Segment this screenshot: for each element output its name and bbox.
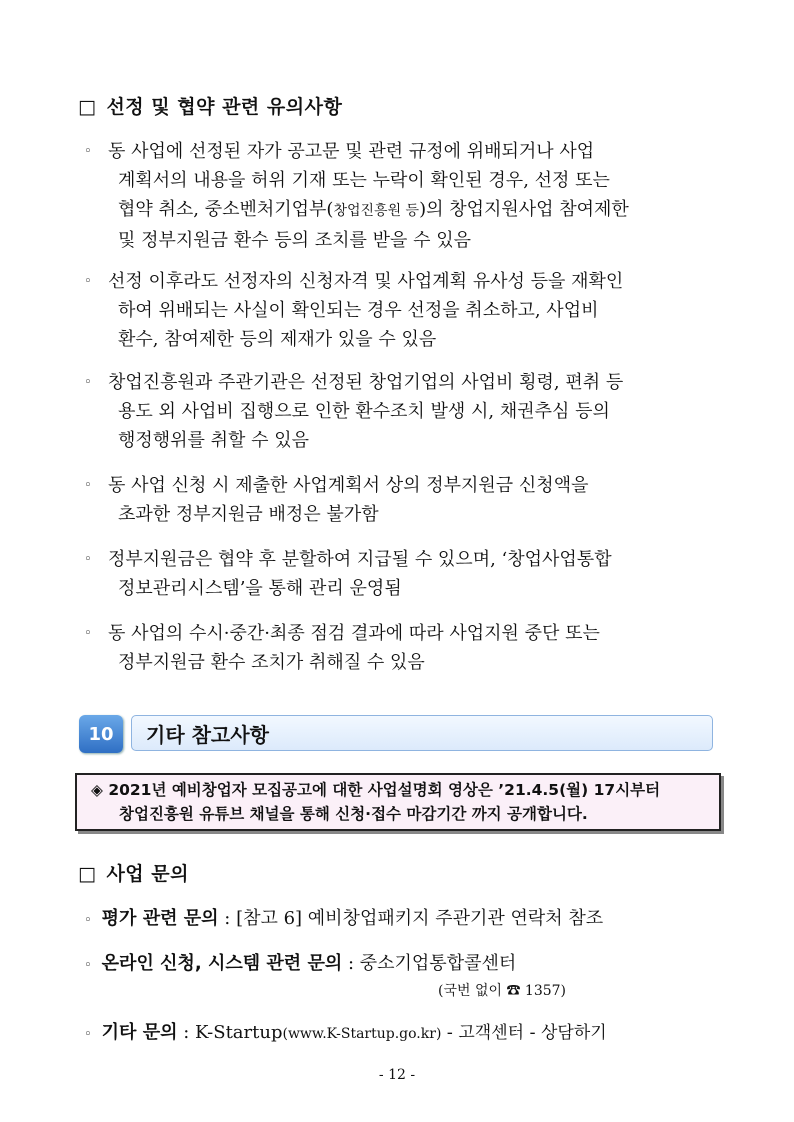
item-text: 협약 취소, 중소벤처기업부(: [118, 199, 334, 220]
section-title: 사업 문의: [106, 863, 189, 885]
item-line: 및 정부지원금 환수 등의 조치를 받을 수 있음: [118, 230, 472, 251]
inquiry-text: [참고 6] 예비창업패키지 주관기관 연락처 참조: [236, 908, 604, 929]
precaution-item: [84, 137, 724, 255]
notice-line: [91, 778, 719, 802]
section-title: 기타 참고사항: [146, 722, 269, 747]
inquiry-text: 중소기업통합콜센터: [359, 953, 517, 974]
kstartup-text: K-Startup: [195, 1022, 283, 1043]
inquiry-sep: :: [342, 953, 360, 974]
item-line: 창업진흥원과 주관기관은 선정된 창업기업의 사업비 횡령, 편취 등: [108, 372, 624, 393]
precaution-item: [84, 545, 724, 603]
inquiry-sep: :: [218, 908, 237, 929]
item-line: 초과한 정부지원금 배정은 불가함: [118, 504, 379, 525]
phone-number: 1357): [520, 983, 567, 999]
notice-box: [75, 773, 721, 831]
section-title-bar: [131, 715, 713, 751]
notice-line: 창업진흥원 유튜브 채널을 통해 신청·접수 마감기간 까지 공개합니다.: [119, 805, 588, 823]
inquiry-label: 기타 문의: [101, 1022, 178, 1043]
inquiry-item: [84, 949, 516, 975]
item-line: 선정 이후라도 선정자의 신청자격 및 사업계획 유사성 등을 재확인: [108, 271, 624, 292]
inquiry-item: [84, 1018, 607, 1044]
inquiry-sep: :: [177, 1022, 196, 1043]
diamond-bullet-icon: ◈: [91, 781, 103, 799]
circle-bullet-icon: ◦: [84, 958, 92, 973]
item-line: 행정행위를 취할 수 있음: [118, 430, 310, 451]
item-line: 정부지원금 환수 조치가 취해질 수 있음: [118, 652, 425, 673]
circle-bullet-icon: ◦: [84, 552, 92, 567]
precaution-item: [84, 471, 724, 529]
item-line: 정보관리시스템’을 통해 관리 운영됨: [118, 578, 402, 599]
item-line: 동 사업의 수시·중간·최종 점검 결과에 따라 사업지원 중단 또는: [108, 623, 600, 644]
inquiry-tail-text: - 고객센터 - 상담하기: [441, 1023, 607, 1043]
item-line: 동 사업 신청 시 제출한 사업계획서 상의 정부지원금 신청액을: [108, 475, 589, 496]
inquiry-label: 온라인 신청, 시스템 관련 문의: [101, 953, 343, 974]
section-number-badge: 10: [79, 715, 123, 753]
section-heading-inquiry: [78, 859, 189, 886]
precaution-item: [84, 267, 724, 354]
circle-bullet-icon: ◦: [84, 626, 92, 641]
precaution-item: [84, 619, 724, 677]
circle-bullet-icon: ◦: [84, 375, 92, 390]
circle-bullet-icon: ◦: [84, 478, 92, 493]
square-bullet-icon: □: [78, 863, 97, 885]
item-line: 정부지원금은 협약 후 분할하여 지급될 수 있으며, ‘창업사업통합: [108, 549, 612, 570]
item-line: 하여 위배되는 사실이 확인되는 경우 선정을 취소하고, 사업비: [118, 300, 599, 321]
section-heading-precautions: [78, 92, 342, 119]
item-line: [84, 195, 724, 226]
square-bullet-icon: □: [78, 96, 97, 118]
inquiry-sub-line: [438, 980, 566, 1000]
item-line: 동 사업에 선정된 자가 공고문 및 관련 규정에 위배되거나 사업: [108, 141, 595, 162]
item-line: 환수, 참여제한 등의 제재가 있을 수 있음: [118, 329, 437, 350]
circle-bullet-icon: ◦: [84, 144, 92, 159]
inquiry-item: [84, 904, 603, 930]
kstartup-url: (www.K-Startup.go.kr): [282, 1026, 442, 1042]
circle-bullet-icon: ◦: [84, 1027, 92, 1042]
circle-bullet-icon: ◦: [84, 913, 92, 928]
page-number: - 12 -: [378, 1067, 416, 1083]
circle-bullet-icon: ◦: [84, 274, 92, 289]
notice-text: 2021년 예비창업자 모집공고에 대한 사업설명회 영상은 ’21.4.5(월) 17시부터: [108, 781, 661, 799]
item-small-text: 창업진흥원 등: [333, 203, 420, 219]
item-line: 계획서의 내용을 허위 기재 또는 누락이 확인된 경우, 선정 또는: [118, 170, 610, 191]
item-line: 용도 외 사업비 집행으로 인한 환수조치 발생 시, 채권추심 등의: [118, 401, 610, 422]
section-title: 선정 및 협약 관련 유의사항: [106, 96, 343, 118]
inquiry-sub-text: (국번 없이: [438, 983, 507, 999]
inquiry-label: 평가 관련 문의: [101, 908, 219, 929]
item-text: )의 창업지원사업 참여제한: [419, 199, 629, 220]
precaution-item: [84, 368, 724, 455]
phone-icon: ☎: [506, 983, 521, 999]
